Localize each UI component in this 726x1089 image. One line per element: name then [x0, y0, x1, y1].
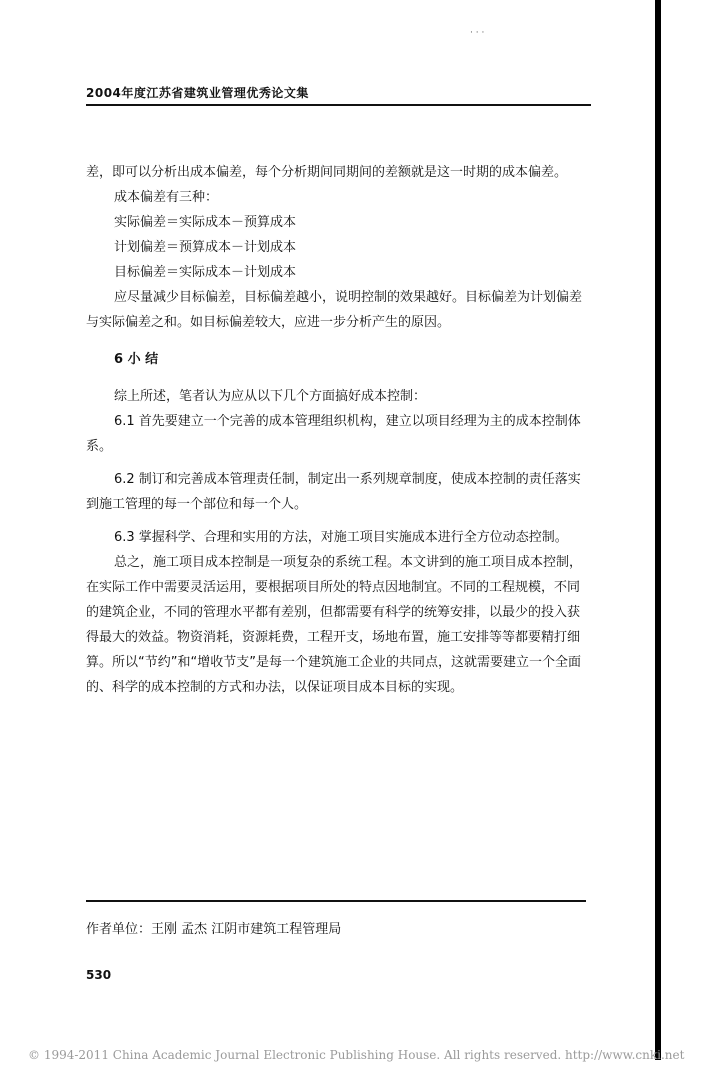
author-affiliation: 作者单位：王刚 孟杰 江阴市建筑工程管理局: [86, 922, 342, 937]
paragraph: 应尽量减少目标偏差，目标偏差越小，说明控制的效果越好。目标偏差为计划偏差与实际偏差之和。如目标偏差较大，应进一步分析产生的原因。: [86, 290, 583, 330]
paragraph: 6.2 制订和完善成本管理责任制，制定出一系列规章制度，使成本控制的责任落实到施工管理的每一个部位和每一个人。: [86, 472, 581, 512]
running-header: 2004年度江苏省建筑业管理优秀论文集: [86, 86, 309, 100]
copyright-footer: © 1994-2011 China Academic Journal Electronic Publishing House. All rights reserved. http://www.cnki.net: [28, 1048, 685, 1062]
paragraph: 成本偏差有三种：: [114, 190, 219, 205]
page-edge-bar: [655, 0, 661, 1060]
paragraph: 差，即可以分析出成本偏差，每个分析期间同期间的差额就是这一时期的成本偏差。: [86, 165, 568, 180]
footnote-rule: [86, 900, 586, 902]
paragraph: 综上所述，笔者认为应从以下几个方面搞好成本控制：: [114, 389, 427, 404]
page-number: 530: [86, 968, 112, 982]
formula-line: 实际偏差＝实际成本－预算成本: [114, 215, 297, 230]
paragraph: 总之，施工项目成本控制是一项复杂的系统工程。本文讲到的施工项目成本控制，在实际工作中需要灵活运用，要根据项目所处的特点因地制宜。不同的工程规模，不同的建筑企业，不同的管理水平都有差别，但都需要有科学的统筹安排，以最少的投入获得最大的效益。物资消耗，资源耗费，工程开支，场地布置，施工安排等等都要精打细算。所以“节约”和“增收节支”是每一个建筑施工企业的共同点，这就需要建立一个全面的、科学的成本控制的方式和办法，以保证项目成本目标的实现。: [86, 555, 583, 695]
paragraph: 6.3 掌握科学、合理和实用的方法，对施工项目实施成本进行全方位动态控制。: [114, 530, 568, 545]
body-text: [86, 160, 591, 700]
formula-line: 目标偏差＝实际成本－计划成本: [114, 265, 297, 280]
header-rule: [86, 104, 591, 106]
section-heading: 6 小 结: [114, 352, 159, 367]
top-mark: · · ·: [470, 28, 485, 38]
formula-line: 计划偏差＝预算成本－计划成本: [114, 240, 297, 255]
paragraph: 6.1 首先要建立一个完善的成本管理组织机构，建立以项目经理为主的成本控制体系。: [86, 414, 581, 454]
